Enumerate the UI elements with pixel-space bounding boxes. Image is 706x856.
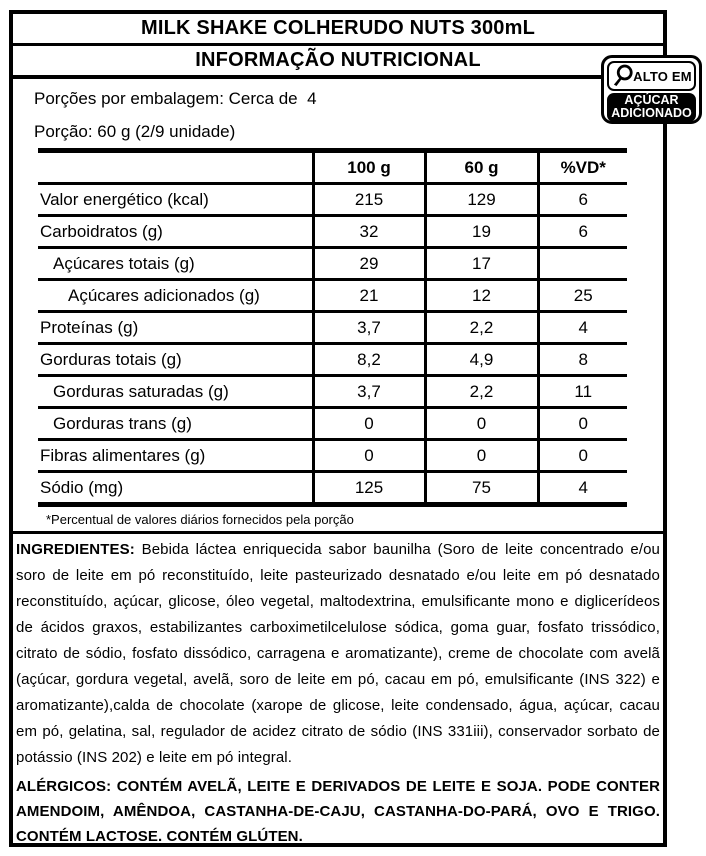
allergens-paragraph: ALÉRGICOS: CONTÉM AVELÃ, LEITE E DERIVADOS DE LEITE E SOJA. PODE CONTER AMENDOIM, AMÊNDOA, CASTANHA-DE-CAJU, CASTANHA-DO-PARÁ, OVO E TRIGO. CONTÉM LACTOSE. CONTÉM GLÚTEN.: [16, 778, 660, 845]
acucar-label: AÇÚCAR: [624, 93, 679, 107]
nutrient-label: Açúcares totais (g): [38, 248, 313, 280]
value-60g: 2,2: [425, 376, 538, 408]
adicionado-label: ADICIONADO: [611, 106, 692, 120]
nutrient-label: Fibras alimentares (g): [38, 440, 313, 472]
value-vd: 0: [538, 408, 627, 440]
ingredients-paragraph: [13, 534, 663, 771]
servings-per-package-line: Porções por embalagem: Cerca de 4: [34, 89, 317, 108]
value-60g: 12: [425, 280, 538, 312]
table-row: [38, 376, 627, 408]
value-100g: 125: [313, 472, 425, 505]
nutrient-label: Gorduras trans (g): [38, 408, 313, 440]
value-100g: 0: [313, 440, 425, 472]
nutrient-label: Açúcares adicionados (g): [38, 280, 313, 312]
serving-info-block: [13, 79, 663, 142]
value-vd: 25: [538, 280, 627, 312]
value-60g: 75: [425, 472, 538, 505]
value-100g: 29: [313, 248, 425, 280]
column-header-vd: %VD*: [538, 151, 627, 184]
column-header-blank: [38, 151, 313, 184]
value-60g: 129: [425, 184, 538, 216]
value-60g: 2,2: [425, 312, 538, 344]
value-vd: 6: [538, 216, 627, 248]
value-vd: 11: [538, 376, 627, 408]
value-vd: [538, 248, 627, 280]
nutrient-label: Gorduras totais (g): [38, 344, 313, 376]
table-row: [38, 248, 627, 280]
value-100g: 32: [313, 216, 425, 248]
product-title-box: [13, 14, 663, 46]
ingredients-text: Bebida láctea enriquecida sabor baunilha (Soro de leite concentrado e/ou soro de leite em pó reconstituído, leite pasteurizado desnatado e/ou leite em pó desnatado reconstituído, açúcar, glicose, óleo vegetal, maltodextrina, emulsificante mono e diglicerídeos de ácidos graxos, estabilizantes carboximetilcelulose sódica, goma guar, fosfato trissódico, citrato de sódio, fosfato dissódico, carragena e aromatizante), creme de chocolate com avelã (açúcar, gordura vegetal, avelã, soro de leite em pó, cacau em pó, emulsificante (INS 322) e aromatizante),calda de chocolate (xarope de glicose, leite condensado, água, açúcar, cacau em pó, gelatina, sal, regulador de acidez citrato de sódio (INS 331iii), conservador sorbato de potássio (INS 202) e leite em pó integral.: [16, 541, 660, 766]
table-row: [38, 472, 627, 505]
table-row: [38, 280, 627, 312]
nutrient-label: Carboidratos (g): [38, 216, 313, 248]
value-vd: 6: [538, 184, 627, 216]
nutrient-label: Gorduras saturadas (g): [38, 376, 313, 408]
value-60g: 0: [425, 440, 538, 472]
ingredients-section: [13, 531, 663, 847]
nutrient-label: Sódio (mg): [38, 472, 313, 505]
serving-size-line: Porção: 60 g (2/9 unidade): [34, 122, 236, 141]
value-vd: 0: [538, 440, 627, 472]
high-sugar-warning-badge: [601, 55, 702, 124]
daily-values-footnote: *Percentual de valores diários fornecidos pela porção: [46, 512, 354, 527]
value-100g: 0: [313, 408, 425, 440]
value-vd: 8: [538, 344, 627, 376]
alto-em-label: ALTO EM: [633, 68, 692, 84]
value-100g: 21: [313, 280, 425, 312]
table-row: [38, 440, 627, 472]
value-60g: 17: [425, 248, 538, 280]
nutrition-table: [38, 148, 627, 507]
value-60g: 19: [425, 216, 538, 248]
value-60g: 0: [425, 408, 538, 440]
ingredients-heading: INGREDIENTES:: [16, 541, 135, 558]
section-title-box: [13, 46, 663, 79]
table-row: [38, 408, 627, 440]
value-100g: 3,7: [313, 312, 425, 344]
nutrition-label-sheet: [9, 10, 667, 847]
nutrient-label: Proteínas (g): [38, 312, 313, 344]
section-title: INFORMAÇÃO NUTRICIONAL: [195, 49, 481, 71]
product-title: MILK SHAKE COLHERUDO NUTS 300mL: [140, 17, 535, 39]
column-header-60g: 60 g: [425, 151, 538, 184]
table-row: [38, 312, 627, 344]
column-header-100g: 100 g: [313, 151, 425, 184]
value-vd: 4: [538, 312, 627, 344]
table-row: [38, 184, 627, 216]
nutrient-label: Valor energético (kcal): [38, 184, 313, 216]
table-row: [38, 216, 627, 248]
table-header-row: [38, 151, 627, 184]
value-60g: 4,9: [425, 344, 538, 376]
value-vd: 4: [538, 472, 627, 505]
alto-em-box: [607, 61, 696, 91]
value-100g: 3,7: [313, 376, 425, 408]
acucar-adicionado-box: [607, 93, 696, 122]
table-row: [38, 344, 627, 376]
value-100g: 8,2: [313, 344, 425, 376]
value-100g: 215: [313, 184, 425, 216]
